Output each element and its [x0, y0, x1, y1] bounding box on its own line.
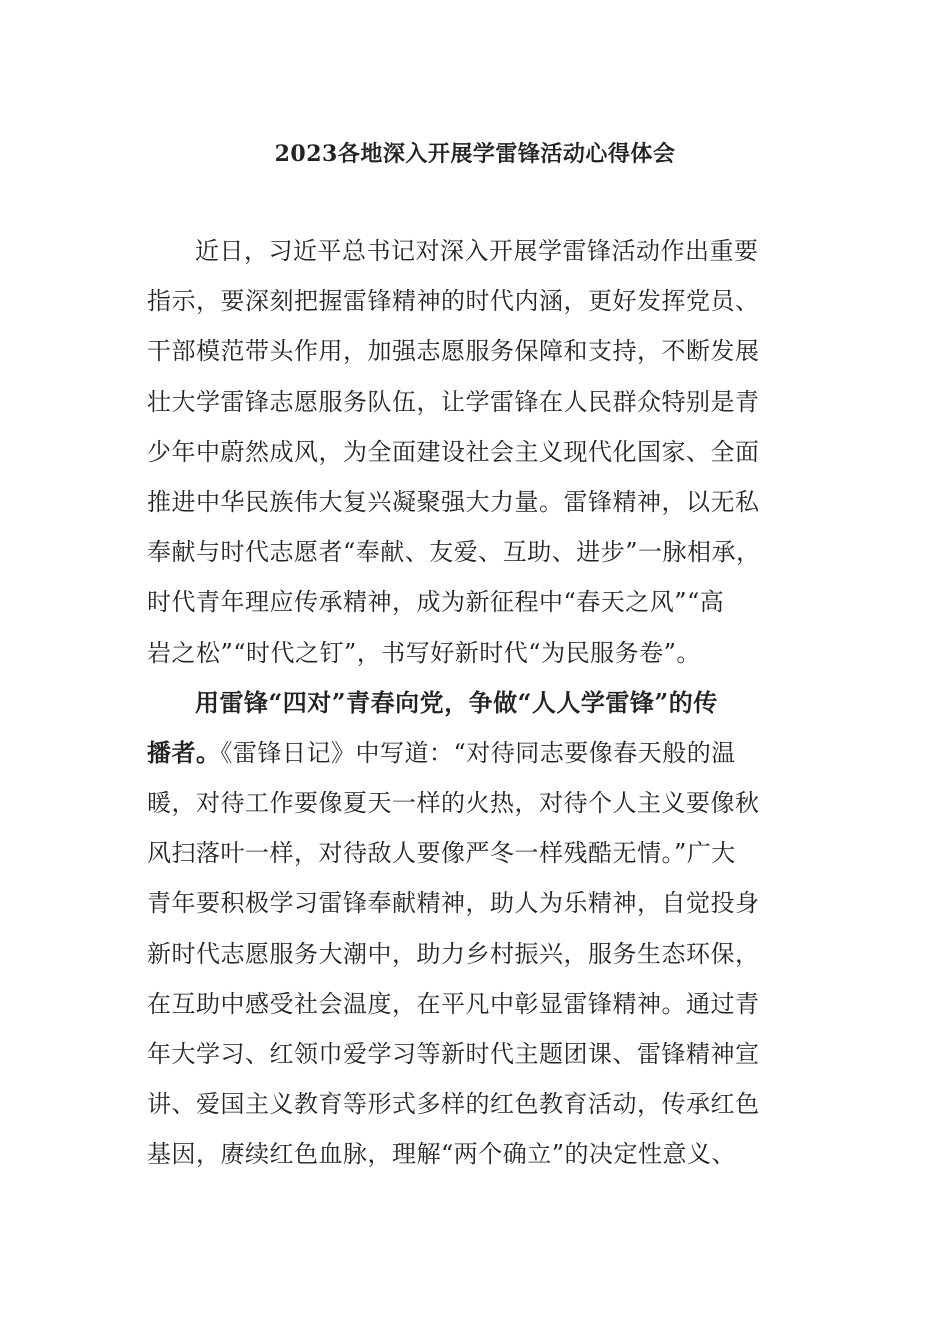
paragraph-line: 在互助中感受社会温度，在平凡中彰显雷锋精神。通过青 — [147, 989, 760, 1018]
paragraph-line: 基因，赓续红色血脉，理解“两个确立”的决定性意义、 — [147, 1140, 737, 1169]
paragraph-line: 壮大学雷锋志愿服务队伍，让学雷锋在人民群众特别是青 — [147, 387, 760, 416]
paragraph-line: 少年中蔚然成风，为全面建设社会主义现代化国家、全面 — [147, 437, 760, 466]
paragraph-line: 年大学习、红领巾爱学习等新时代主题团课、雷锋精神宣 — [147, 1040, 760, 1068]
paragraph-line: 奉献与时代志愿者“奉献、友爱、互助、进步”一脉相承， — [147, 538, 761, 567]
paragraph-line: 暖，对待工作要像夏天一样的火热，对待个人主义要像秋 — [147, 789, 760, 818]
paragraph-line: 岩之松”“时代之钉”，书写好新时代“为民服务卷”。 — [147, 638, 701, 667]
document-title: 2023各地深入开展学雷锋活动心得体会 — [274, 141, 676, 167]
paragraph-line: 推进中华民族伟大复兴凝聚强大力量。雷锋精神，以无私 — [147, 487, 760, 516]
paragraph-line-mixed — [147, 728, 807, 778]
paragraph-line: 青年要积极学习雷锋奉献精神，助人为乐精神，自觉投身 — [147, 889, 760, 918]
section-heading-line: 用雷锋“四对”青春向党，争做“人人学雷锋”的传 — [195, 687, 718, 717]
paragraph-text: 《雷锋日记》中写道：“对待同志要像春天般的温 — [220, 738, 736, 767]
paragraph-line: 指示，要深刻把握雷锋精神的时代内涵，更好发挥党员、 — [147, 287, 760, 316]
paragraph-line: 近日，习近平总书记对深入开展学雷锋活动作出重要 — [195, 237, 759, 265]
paragraph-line: 干部模范带头作用，加强志愿服务保障和支持，不断发展 — [147, 337, 760, 366]
paragraph-line: 讲、爱国主义教育等形式多样的红色教育活动，传承红色 — [147, 1090, 760, 1119]
paragraph-line: 新时代志愿服务大潮中，助力乡村振兴，服务生态环保， — [147, 939, 760, 968]
document-body — [147, 226, 807, 1180]
paragraph-line: 风扫落叶一样，对待敌人要像严冬一样残酷无情。”广大 — [147, 839, 736, 868]
paragraph-line: 时代青年理应传承精神，成为新征程中“春天之风”“高 — [147, 588, 725, 617]
section-heading-end: 播者。 — [147, 737, 221, 767]
